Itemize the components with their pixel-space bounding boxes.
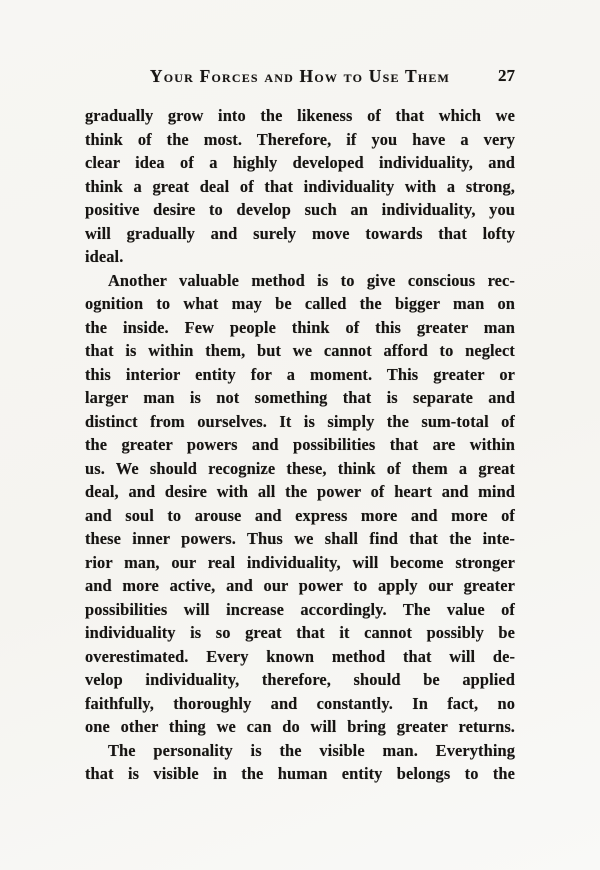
text-line: distinct from ourselves. It is simply the sum-total of <box>85 411 515 431</box>
text-line: individuality is so great that it cannot possibly be <box>85 623 515 642</box>
page-number: 27 <box>498 66 515 85</box>
text-line: and more active, and our power to apply our greater <box>85 576 515 595</box>
text-line: clear idea of a highly developed individuality, and <box>85 153 515 172</box>
text-line: that is within them, but we cannot afford to neglect <box>85 341 515 360</box>
text-line: us. We should recognize these, think of them a great <box>85 458 515 478</box>
page-body <box>85 104 515 786</box>
text-line: rior man, our real individuality, will become stronger <box>85 552 515 572</box>
text-line: ognition to what may be called the bigger man on <box>85 294 515 313</box>
text-line: velop individuality, therefore, should be applied <box>85 670 515 689</box>
paragraph <box>85 269 515 739</box>
paragraph <box>85 104 515 269</box>
text-line: think of the most. Therefore, if you have a very <box>85 129 515 149</box>
text-line: this interior entity for a moment. This greater or <box>85 364 515 384</box>
text-line: that is visible in the human entity belongs to the <box>85 764 515 783</box>
text-line: the inside. Few people think of this greater man <box>85 317 515 337</box>
text-line: Another valuable method is to give conscious rec- <box>108 270 515 290</box>
text-line: these inner powers. Thus we shall find that the inte- <box>85 529 515 548</box>
text-line: larger man is not something that is separate and <box>85 388 515 407</box>
text-line: faithfully, thoroughly and constantly. In fact, no <box>85 693 515 713</box>
text-line: the greater powers and possibilities that are within <box>85 435 515 454</box>
text-line: and soul to arouse and express more and more of <box>85 505 515 525</box>
paragraph <box>85 739 515 786</box>
text-line: will gradually and surely move towards that lofty <box>85 223 515 243</box>
text-line: deal, and desire with all the power of heart and mind <box>85 482 515 501</box>
text-line: ideal. <box>85 247 124 266</box>
running-title: Your Forces and How to Use Them <box>149 66 451 86</box>
text-line: gradually grow into the likeness of that which we <box>85 106 515 125</box>
text-line: think a great deal of that individuality with a strong, <box>85 176 515 196</box>
text-line: overestimated. Every known method that will de- <box>85 646 515 666</box>
text-line: one other thing we can do will bring greater returns. <box>85 717 515 736</box>
text-line: positive desire to develop such an individuality, you <box>85 200 515 219</box>
text-line: The personality is the visible man. Everything <box>108 740 515 760</box>
page-header <box>85 66 515 90</box>
text-line: possibilities will increase accordingly. The value of <box>85 599 515 619</box>
